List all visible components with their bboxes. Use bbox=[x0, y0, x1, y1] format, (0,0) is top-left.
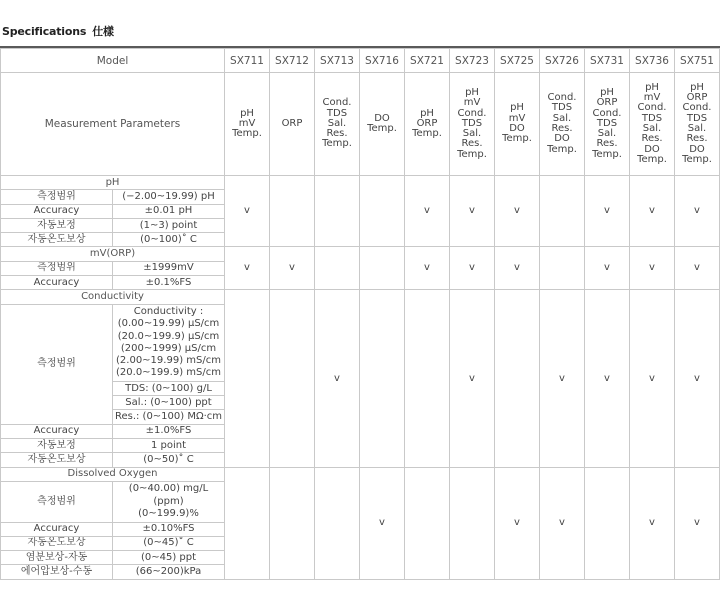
param-list bbox=[495, 73, 540, 176]
model-name: SX751 bbox=[675, 49, 720, 73]
model-name: SX723 bbox=[450, 49, 495, 73]
check-mark: v bbox=[514, 517, 520, 529]
check-mark: v bbox=[649, 262, 655, 274]
check-cell bbox=[540, 247, 585, 290]
row-label: 자동보정 bbox=[1, 439, 113, 453]
check-cell bbox=[270, 176, 315, 247]
check-cell bbox=[585, 176, 630, 247]
check-cell bbox=[540, 467, 585, 579]
section-header-row bbox=[1, 467, 720, 481]
check-cell bbox=[315, 247, 360, 290]
check-cell bbox=[630, 176, 675, 247]
param-item: mV bbox=[508, 112, 526, 124]
param-item: ORP bbox=[416, 117, 438, 129]
check-cell bbox=[270, 467, 315, 579]
check-cell bbox=[360, 467, 405, 579]
check-mark: v bbox=[514, 205, 520, 217]
section-title: Dissolved Oxygen bbox=[1, 467, 225, 481]
check-mark: v bbox=[559, 517, 565, 529]
check-cell bbox=[585, 247, 630, 290]
range-extra: Res.: (0~100) MΩ·cm bbox=[113, 410, 225, 424]
row-label: 측정범위 bbox=[1, 190, 113, 204]
param-item: Sal. bbox=[642, 123, 662, 134]
param-item: Sal. bbox=[462, 128, 482, 140]
row-label: 자동온도보상 bbox=[1, 453, 113, 467]
row-value: (−2.00~19.99) pH bbox=[113, 190, 225, 204]
check-mark: v bbox=[604, 262, 610, 274]
range-line: (20.0~199.9) mS/cm bbox=[116, 367, 221, 379]
check-mark: v bbox=[694, 205, 700, 217]
check-mark: v bbox=[469, 262, 475, 274]
row-label: 자동온도보상 bbox=[1, 233, 113, 247]
range-line: Conductivity : bbox=[133, 306, 204, 318]
param-item: mV bbox=[463, 97, 481, 109]
check-mark: v bbox=[244, 205, 250, 217]
row-label: Accuracy bbox=[1, 522, 113, 536]
check-cell bbox=[225, 176, 270, 247]
check-cell bbox=[405, 467, 450, 579]
row-label: 에어압보상-수동 bbox=[1, 565, 113, 579]
param-item: pH bbox=[420, 107, 434, 119]
param-list bbox=[225, 73, 270, 176]
params-row bbox=[1, 73, 720, 176]
param-list bbox=[315, 73, 360, 176]
page-title bbox=[2, 23, 114, 39]
check-cell bbox=[315, 176, 360, 247]
param-item: Cond. bbox=[682, 102, 712, 114]
range-extra: TDS: (0~100) g/L bbox=[113, 381, 225, 395]
check-cell bbox=[675, 176, 720, 247]
param-item: TDS bbox=[326, 107, 348, 119]
section-title: Conductivity bbox=[1, 290, 225, 304]
param-list bbox=[675, 73, 720, 176]
section-header-row bbox=[1, 176, 720, 190]
row-value: (0~45) ppt bbox=[113, 551, 225, 565]
check-mark: v bbox=[694, 517, 700, 529]
range-line: (20.0~199.9) μS/cm bbox=[117, 330, 220, 342]
param-item: Sal. bbox=[597, 128, 617, 140]
param-list bbox=[450, 73, 495, 176]
param-item: ORP bbox=[596, 97, 618, 109]
row-value: (0~100)˚ C bbox=[113, 233, 225, 247]
param-item: ORP bbox=[686, 92, 708, 104]
check-cell bbox=[675, 290, 720, 467]
row-value: 1 point bbox=[113, 439, 225, 453]
param-list bbox=[630, 73, 675, 176]
row-value: ±1999mV bbox=[113, 261, 225, 275]
param-item: Cond. bbox=[322, 97, 352, 109]
param-item: Res. bbox=[686, 133, 708, 145]
section-header-row bbox=[1, 247, 720, 261]
row-label: 측정범위 bbox=[1, 304, 113, 424]
param-item: Cond. bbox=[637, 102, 667, 114]
check-cell bbox=[405, 247, 450, 290]
param-item: Res. bbox=[551, 123, 573, 134]
check-mark: v bbox=[334, 372, 340, 384]
row-label: Accuracy bbox=[1, 424, 113, 438]
param-item: Temp. bbox=[637, 153, 667, 165]
param-item: Sal. bbox=[687, 123, 707, 134]
check-mark: v bbox=[469, 372, 475, 384]
param-item: Temp. bbox=[322, 138, 352, 150]
section-header-row bbox=[1, 290, 720, 304]
check-cell bbox=[360, 176, 405, 247]
model-label: Model bbox=[1, 49, 225, 73]
check-cell bbox=[360, 247, 405, 290]
row-value: ±0.1%FS bbox=[113, 276, 225, 290]
check-mark: v bbox=[379, 517, 385, 529]
param-item: Res. bbox=[461, 138, 483, 150]
param-list bbox=[540, 73, 585, 176]
param-item: TDS bbox=[596, 117, 618, 129]
param-item: Temp. bbox=[457, 148, 487, 160]
check-cell bbox=[450, 176, 495, 247]
section-title: mV(ORP) bbox=[1, 247, 225, 261]
row-value: (66~200)kPa bbox=[113, 565, 225, 579]
param-item: Temp. bbox=[232, 128, 262, 140]
check-cell bbox=[450, 247, 495, 290]
check-cell bbox=[225, 467, 270, 579]
check-cell bbox=[675, 247, 720, 290]
row-value: ±0.01 pH bbox=[113, 204, 225, 218]
param-item: pH bbox=[645, 81, 659, 93]
check-cell bbox=[495, 247, 540, 290]
param-item: Temp. bbox=[412, 128, 442, 140]
check-cell bbox=[360, 290, 405, 467]
spec-table bbox=[0, 48, 720, 580]
param-item: Temp. bbox=[367, 123, 397, 134]
check-cell bbox=[225, 290, 270, 467]
range-values bbox=[113, 304, 225, 381]
range-line: (200~1999) μS/cm bbox=[120, 342, 217, 354]
param-item: Res. bbox=[596, 138, 618, 150]
range-values bbox=[113, 481, 225, 522]
param-list bbox=[360, 73, 405, 176]
model-name: SX736 bbox=[630, 49, 675, 73]
param-label: Measurement Parameters bbox=[1, 73, 225, 176]
row-value: (0~50)˚ C bbox=[113, 453, 225, 467]
row-value: ±0.10%FS bbox=[113, 522, 225, 536]
range-line: (0~40.00) mg/L bbox=[128, 483, 209, 495]
row-label: 염분보상-자동 bbox=[1, 551, 113, 565]
row-value: (0~45)˚ C bbox=[113, 536, 225, 550]
check-mark: v bbox=[289, 262, 295, 274]
check-cell bbox=[405, 176, 450, 247]
check-cell bbox=[270, 290, 315, 467]
param-item: TDS bbox=[461, 117, 483, 129]
check-mark: v bbox=[604, 372, 610, 384]
check-mark: v bbox=[244, 262, 250, 274]
section-title: pH bbox=[1, 176, 225, 190]
param-item: Cond. bbox=[592, 107, 622, 119]
check-mark: v bbox=[424, 262, 430, 274]
param-item: Temp. bbox=[502, 133, 532, 145]
param-item: DO bbox=[689, 143, 705, 155]
check-cell bbox=[315, 290, 360, 467]
model-name: SX731 bbox=[585, 49, 630, 73]
check-cell bbox=[540, 176, 585, 247]
check-mark: v bbox=[559, 372, 565, 384]
title-english: Specifications bbox=[2, 25, 87, 38]
model-name: SX716 bbox=[360, 49, 405, 73]
param-item: Res. bbox=[326, 128, 348, 140]
check-cell bbox=[450, 467, 495, 579]
check-mark: v bbox=[424, 205, 430, 217]
check-cell bbox=[495, 176, 540, 247]
check-cell bbox=[585, 467, 630, 579]
check-cell bbox=[495, 467, 540, 579]
param-list bbox=[585, 73, 630, 176]
row-label: Accuracy bbox=[1, 276, 113, 290]
check-cell bbox=[315, 467, 360, 579]
range-line: (ppm) bbox=[153, 495, 184, 507]
param-list bbox=[270, 73, 315, 176]
title-cjk: 仕樣 bbox=[92, 25, 114, 38]
range-line: (2.00~19.99) mS/cm bbox=[116, 354, 221, 366]
param-item: pH bbox=[465, 86, 479, 98]
param-item: DO bbox=[554, 133, 570, 145]
check-cell bbox=[450, 290, 495, 467]
param-item: DO bbox=[509, 123, 525, 134]
model-name: SX713 bbox=[315, 49, 360, 73]
check-cell bbox=[585, 290, 630, 467]
check-mark: v bbox=[694, 372, 700, 384]
param-item: Cond. bbox=[547, 92, 577, 104]
row-label: Accuracy bbox=[1, 204, 113, 218]
check-mark: v bbox=[649, 205, 655, 217]
check-mark: v bbox=[694, 262, 700, 274]
param-item: Temp. bbox=[682, 153, 712, 165]
model-name: SX712 bbox=[270, 49, 315, 73]
check-cell bbox=[540, 290, 585, 467]
row-label: 자동보정 bbox=[1, 218, 113, 232]
param-item: Sal. bbox=[327, 117, 347, 129]
param-item: TDS bbox=[686, 112, 708, 124]
check-cell bbox=[630, 467, 675, 579]
check-cell bbox=[405, 290, 450, 467]
param-item: Sal. bbox=[552, 112, 572, 124]
param-item: DO bbox=[374, 112, 390, 124]
param-item: pH bbox=[240, 107, 254, 119]
check-cell bbox=[225, 247, 270, 290]
range-extra: Sal.: (0~100) ppt bbox=[113, 396, 225, 410]
model-name: SX711 bbox=[225, 49, 270, 73]
param-item: TDS bbox=[641, 112, 663, 124]
param-item: pH bbox=[510, 102, 524, 114]
check-cell bbox=[630, 247, 675, 290]
param-item: ORP bbox=[281, 117, 303, 129]
param-item: Temp. bbox=[592, 148, 622, 160]
row-label: 자동온도보상 bbox=[1, 536, 113, 550]
check-mark: v bbox=[604, 205, 610, 217]
check-mark: v bbox=[514, 262, 520, 274]
row-label: 측정범위 bbox=[1, 261, 113, 275]
model-name: SX725 bbox=[495, 49, 540, 73]
param-item: Temp. bbox=[547, 143, 577, 155]
param-item: Cond. bbox=[457, 107, 487, 119]
param-item: pH bbox=[600, 86, 614, 98]
param-item: TDS bbox=[551, 102, 573, 114]
range-line: (0.00~19.99) μS/cm bbox=[117, 318, 220, 330]
model-row bbox=[1, 49, 720, 73]
row-value: ±1.0%FS bbox=[113, 424, 225, 438]
check-mark: v bbox=[469, 205, 475, 217]
check-mark: v bbox=[649, 517, 655, 529]
model-name: SX721 bbox=[405, 49, 450, 73]
check-mark: v bbox=[649, 372, 655, 384]
param-item: DO bbox=[644, 143, 660, 155]
row-label: 측정범위 bbox=[1, 481, 113, 522]
row-value: (1~3) point bbox=[113, 218, 225, 232]
param-item: mV bbox=[643, 92, 661, 104]
param-item: Res. bbox=[641, 133, 663, 145]
check-cell bbox=[495, 290, 540, 467]
check-cell bbox=[270, 247, 315, 290]
param-item: mV bbox=[238, 117, 256, 129]
check-cell bbox=[630, 290, 675, 467]
check-cell bbox=[675, 467, 720, 579]
param-item: pH bbox=[690, 81, 704, 93]
param-list bbox=[405, 73, 450, 176]
model-name: SX726 bbox=[540, 49, 585, 73]
range-line: (0~199.9)% bbox=[138, 507, 199, 519]
